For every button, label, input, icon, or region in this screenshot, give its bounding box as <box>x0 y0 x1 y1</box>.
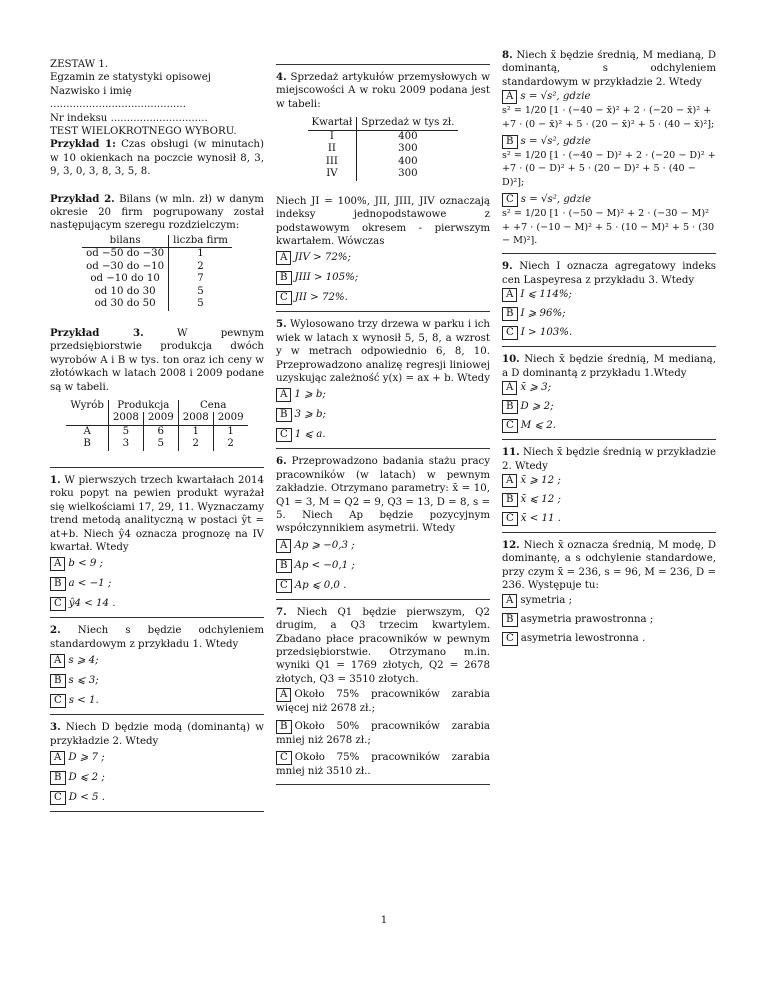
q12-option-b[interactable]: B asymetria prawostronna ; <box>502 613 716 627</box>
question-3: 3. Niech D będzie modą (dominantą) w przykładzie 2. Wtedy <box>50 721 264 747</box>
name-label: Nazwisko i imię <box>50 85 132 97</box>
q6-option-c[interactable]: C Ap ⩽ 0,0 . <box>276 579 490 593</box>
q6-option-a[interactable]: A Ap ⩾ −0,3 ; <box>276 539 490 553</box>
table-row: od 10 do 30 5 <box>82 286 232 299</box>
name-field[interactable]: .......................................... <box>50 99 187 111</box>
q5-option-a[interactable]: A 1 ⩾ b; <box>276 388 490 402</box>
table-row: od 30 do 50 5 <box>82 298 232 311</box>
column-3 <box>502 49 716 651</box>
question-4-body: Niech JI = 100%, JII, JIII, JIV oznaczają indeksy jednopodstawowe z podstawowym okresem - pierwszym kwartałem. Wówczas <box>276 195 490 247</box>
q1-option-c[interactable]: C ŷ4 < 14 . <box>50 597 264 611</box>
q2-option-b[interactable]: B s ⩽ 3; <box>50 674 264 688</box>
q1-option-a[interactable]: A b < 9 ; <box>50 557 264 571</box>
q2-option-c[interactable]: C s < 1. <box>50 694 264 708</box>
example-3-table: Wyrób Produkcja Cena 2008 2009 2008 2009 A 5 6 1 1 B 3 5 2 2 <box>66 400 247 451</box>
q9-option-b[interactable]: B I ⩾ 96%; <box>502 307 716 321</box>
table-row: II 300 <box>308 143 459 156</box>
q11-option-c[interactable]: C x̄ < 11 . <box>502 512 716 526</box>
test-title: TEST WIELOKROTNEGO WYBORU. <box>50 126 237 138</box>
table-row: IV 300 <box>308 168 459 181</box>
question-7: 7. Niech Q1 będzie pierwszym, Q2 drugim, a Q3 trzecim kwartylem. Zbadano płace pracowników w pewnym przedsiębiorstwie. Otrzymano m.in. wyniki Q1 = 1769 złotych, Q2 = 2678 złotych, Q3 = 3510 złotych. <box>276 605 490 685</box>
exam-title: Egzamin ze statystyki opisowej <box>50 72 211 84</box>
q8-option-c[interactable]: C s = √s², gdzie s² = 1/20 [1 · (−50 − M)² + 2 · (−30 − M)² + +7 · (−10 − M)² + 5 · (10 − M)² + 5 · (30 − M)²]. <box>502 194 715 247</box>
q5-option-c[interactable]: C 1 ⩽ a. <box>276 428 490 442</box>
question-4: 4. Sprzedaż artykułów przemysłowych w miejscowości A w roku 2009 podana jest w tabeli: <box>276 71 490 110</box>
q8-option-b[interactable]: B s = √s², gdzie s² = 1/20 [1 · (−40 − D)² + 2 · (−20 − D)² + +7 · (0 − D)² + 5 · (20 − D)² + 5 · (40 − D)²]; <box>502 136 716 188</box>
q7-option-a[interactable]: A Około 75% pracowników zarabia więcej niż 2678 zł.; <box>276 689 490 715</box>
question-1: 1. W pierwszych trzech kwartałach 2014 roku popyt na pewien produkt wyrażał się wielkościami 17, 29, 11. Wyznaczamy trend metodą analityczną w postaci ŷt = at+b. Niech ŷ4 oznacza prognozę na IV kwartał. Wtedy <box>50 473 264 553</box>
q3-option-a[interactable]: A D ⩾ 7 ; <box>50 751 264 765</box>
table-row: A 5 6 1 1 <box>66 425 247 438</box>
example-3: Przykład 3. W pewnym przedsiębiorstwie produkcja dwóch wyrobów A i B w tys. ton oraz ich ceny w złotówkach w latach 2008 i 2009 podane są w tabeli. <box>50 326 264 393</box>
table-row: od −50 do −30 1 <box>82 248 232 261</box>
table-row: od −30 do −10 2 <box>82 261 232 274</box>
q7-option-c[interactable]: C Około 75% pracowników zarabia mniej niż 3510 zł.. <box>276 752 490 778</box>
set-label: ZESTAW 1. <box>50 59 109 70</box>
question-6: 6. Przeprowadzono badania stażu pracy pracowników (w latach) w pewnym zakładzie. Otrzymano parametry: x̄ = 10, Q1 = 3, M = Q2 = 9, Q3 = 13, D = 8, s = 5. Niech Ap będzie pozycyjnym współczynnikiem asymetrii. Wtedy <box>276 455 490 535</box>
question-8: 8. Niech x̄ będzie średnią, M medianą, D dominantą, s odchyleniem standardowym w przykładzie 2. Wtedy <box>502 49 716 88</box>
q9-option-a[interactable]: A I ⩽ 114%; <box>502 288 716 302</box>
q7-option-b[interactable]: B Około 50% pracowników zarabia mniej niż 2678 zł.; <box>276 720 490 746</box>
q4-option-b[interactable]: B JIII > 105%; <box>276 271 490 285</box>
q4-option-a[interactable]: A JIV > 72%; <box>276 251 490 265</box>
q2-option-a[interactable]: A s ⩾ 4; <box>50 654 264 668</box>
table-row: III 400 <box>308 156 459 169</box>
q3-option-c[interactable]: C D < 5 . <box>50 791 264 805</box>
q12-option-c[interactable]: C asymetria lewostronna . <box>502 632 716 646</box>
index-field[interactable]: Nr indeksu .............................. <box>50 112 208 124</box>
q1-option-b[interactable]: B a < −1 ; <box>50 577 264 591</box>
page-number: 1 <box>380 915 388 926</box>
column-1 <box>50 58 264 818</box>
q11-option-b[interactable]: B x̄ ⩽ 12 ; <box>502 493 716 507</box>
table-row: B 3 5 2 2 <box>66 438 247 451</box>
q11-option-a[interactable]: A x̄ ⩾ 12 ; <box>502 474 716 488</box>
q10-option-a[interactable]: A x̄ ⩾ 3; <box>502 381 716 395</box>
q5-option-b[interactable]: B 3 ⩾ b; <box>276 408 490 422</box>
q10-option-c[interactable]: C M ⩽ 2. <box>502 419 716 433</box>
question-10: 10. Niech x̄ będzie średnią, M medianą, a D dominantą z przykładu 1.Wtedy <box>502 353 716 379</box>
table-row: I 400 <box>308 130 459 143</box>
question-5: 5. Wylosowano trzy drzewa w parku i ich wiek w latach x wynosił 5, 5, 8, a wzrost y w metrach odpowiednio 6, 8, 10. Przeprowadzono analizę regresji liniowej uzyskując zależność y(x) = ax + b. Wtedy <box>276 318 490 384</box>
q9-option-c[interactable]: C I > 103%. <box>502 326 716 340</box>
example-2: Przykład 2. Bilans (w mln. zł) w danym okresie 20 firm pogrupowany został następującym szeregu rozdzielczym: <box>50 192 264 232</box>
question-9: 9. Niech I oznacza agregatowy indeks cen Laspeyresa z przykładu 3. Wtedy <box>502 260 716 286</box>
question-12: 12. Niech x̄ oznacza średnią, M modę, D dominantę, a s odchylenie standardowe, przy czym x̄ = 236, s = 96, M = 236, D = 236. Występuje tu: <box>502 538 716 592</box>
q4-option-c[interactable]: C JII > 72%. <box>276 291 490 305</box>
q3-option-b[interactable]: B D ⩽ 2 ; <box>50 771 264 785</box>
q8-option-a[interactable]: A s = √s², gdzie s² = 1/20 [1 · (−40 − x̄)² + 2 · (−20 − x̄)² + +7 · (0 − x̄)² + 5 · (20 − x̄)² + 5 · (40 − x̄)²]; <box>502 91 715 130</box>
example-2-table: bilans liczba firm od −50 do −30 1 od −30 do −10 2 od −10 do 10 7 od 10 do 30 5 od 30 do 50 5 <box>82 235 232 311</box>
q4-table: Kwartał Sprzedaż w tys zł. I 400 II 300 III 400 IV 300 <box>308 117 459 181</box>
question-2: 2. Niech s będzie odchyleniem standardowym z przykładu 1. Wtedy <box>50 624 264 650</box>
q6-option-b[interactable]: B Ap < −0,1 ; <box>276 559 490 573</box>
example-1: Przykład 1: Czas obsługi (w minutach) w 10 okienkach na poczcie wynosił 8, 3, 9, 3, 0, 3, 8, 3, 5, 8. <box>50 138 264 178</box>
column-2 <box>276 64 490 791</box>
question-11: 11. Niech x̄ będzie średnią w przykładzie 2. Wtedy <box>502 446 716 472</box>
q10-option-b[interactable]: B D ⩾ 2; <box>502 400 716 414</box>
table-row: od −10 do 10 7 <box>82 273 232 286</box>
q12-option-a[interactable]: A symetria ; <box>502 594 716 608</box>
